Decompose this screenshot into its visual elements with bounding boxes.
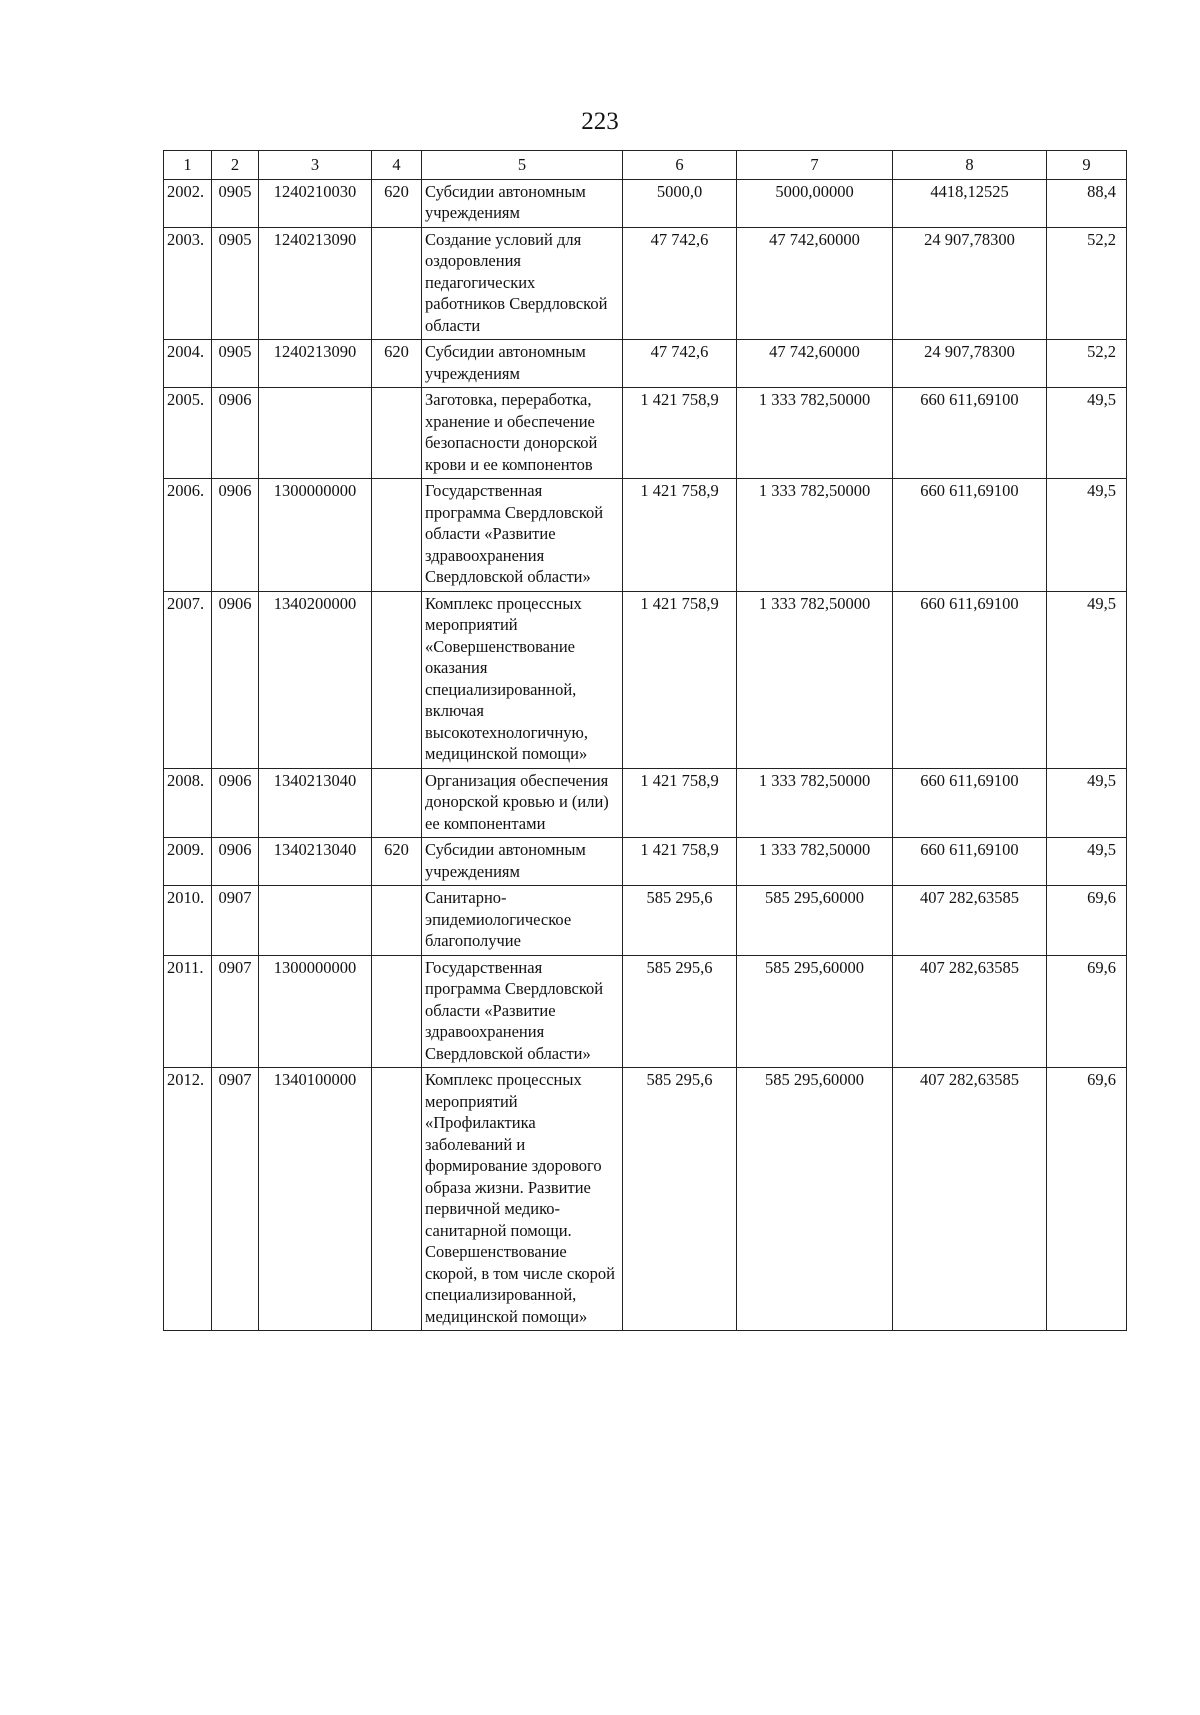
row-number: 2007. [164,591,212,768]
page-number: 223 [581,108,619,135]
item-name: Санитарно-эпидемиологическое благополучие [422,886,623,956]
approved-amount: 47 742,6 [623,227,737,340]
executed-amount: 660 611,69100 [893,838,1047,886]
executed-amount: 660 611,69100 [893,591,1047,768]
revised-amount: 1 333 782,50000 [737,838,893,886]
approved-amount: 1 421 758,9 [623,388,737,479]
target-code: 1240210030 [259,179,372,227]
approved-amount: 585 295,6 [623,886,737,956]
executed-amount: 660 611,69100 [893,479,1047,592]
target-code: 1300000000 [259,955,372,1068]
column-header: 3 [259,151,372,180]
expense-type-code [372,955,422,1068]
execution-percent: 49,5 [1047,838,1127,886]
item-name: Организация обеспечения донорской кровью и (или) ее компонентами [422,768,623,838]
executed-amount: 24 907,78300 [893,227,1047,340]
section-code: 0907 [212,955,259,1068]
target-code [259,388,372,479]
expense-type-code [372,227,422,340]
table-row [164,340,1127,388]
approved-amount: 585 295,6 [623,1068,737,1331]
execution-percent: 69,6 [1047,955,1127,1068]
approved-amount: 5000,0 [623,179,737,227]
execution-percent: 88,4 [1047,179,1127,227]
target-code [259,886,372,956]
target-code: 1240213090 [259,340,372,388]
section-code: 0905 [212,227,259,340]
row-number: 2008. [164,768,212,838]
section-code: 0906 [212,838,259,886]
approved-amount: 47 742,6 [623,340,737,388]
expense-type-code: 620 [372,838,422,886]
approved-amount: 1 421 758,9 [623,838,737,886]
revised-amount: 585 295,60000 [737,1068,893,1331]
row-number: 2003. [164,227,212,340]
expense-type-code: 620 [372,340,422,388]
expense-type-code [372,479,422,592]
revised-amount: 1 333 782,50000 [737,479,893,592]
item-name: Государственная программа Свердловской области «Развитие здравоохранения Свердловской области» [422,479,623,592]
executed-amount: 660 611,69100 [893,388,1047,479]
table-row [164,886,1127,956]
column-header: 7 [737,151,893,180]
revised-amount: 47 742,60000 [737,340,893,388]
row-number: 2005. [164,388,212,479]
execution-percent: 49,5 [1047,768,1127,838]
header-row [164,151,1127,180]
section-code: 0906 [212,479,259,592]
section-code: 0907 [212,1068,259,1331]
target-code: 1240213090 [259,227,372,340]
execution-percent: 49,5 [1047,479,1127,592]
column-header: 1 [164,151,212,180]
target-code: 1340213040 [259,838,372,886]
execution-percent: 49,5 [1047,591,1127,768]
table-row [164,227,1127,340]
executed-amount: 660 611,69100 [893,768,1047,838]
table-row [164,1068,1127,1331]
row-number: 2012. [164,1068,212,1331]
executed-amount: 407 282,63585 [893,886,1047,956]
executed-amount: 407 282,63585 [893,955,1047,1068]
approved-amount: 585 295,6 [623,955,737,1068]
execution-percent: 52,2 [1047,227,1127,340]
section-code: 0907 [212,886,259,956]
section-code: 0905 [212,340,259,388]
row-number: 2011. [164,955,212,1068]
section-code: 0905 [212,179,259,227]
target-code: 1340200000 [259,591,372,768]
item-name: Заготовка, переработка, хранение и обеспечение безопасности донорской крови и ее компонентов [422,388,623,479]
execution-percent: 69,6 [1047,1068,1127,1331]
execution-percent: 69,6 [1047,886,1127,956]
execution-percent: 49,5 [1047,388,1127,479]
table-row [164,388,1127,479]
item-name: Создание условий для оздоровления педагогических работников Свердловской области [422,227,623,340]
item-name: Комплекс процессных мероприятий «Профилактика заболеваний и формирование здорового образа жизни. Развитие первичной медико-санитарной помощи. Совершенствование скорой, в том числе скорой специализированной, медицинской помощи» [422,1068,623,1331]
target-code: 1300000000 [259,479,372,592]
revised-amount: 47 742,60000 [737,227,893,340]
row-number: 2002. [164,179,212,227]
table-row [164,179,1127,227]
approved-amount: 1 421 758,9 [623,479,737,592]
table-row [164,591,1127,768]
revised-amount: 585 295,60000 [737,886,893,956]
table-row [164,768,1127,838]
section-code: 0906 [212,768,259,838]
row-number: 2009. [164,838,212,886]
item-name: Субсидии автономным учреждениям [422,838,623,886]
column-header: 5 [422,151,623,180]
table-body [164,179,1127,1331]
executed-amount: 407 282,63585 [893,1068,1047,1331]
item-name: Государственная программа Свердловской области «Развитие здравоохранения Свердловской области» [422,955,623,1068]
expense-type-code [372,768,422,838]
expense-type-code [372,388,422,479]
expense-type-code [372,591,422,768]
approved-amount: 1 421 758,9 [623,591,737,768]
item-name: Субсидии автономным учреждениям [422,179,623,227]
revised-amount: 5000,00000 [737,179,893,227]
revised-amount: 1 333 782,50000 [737,388,893,479]
column-header: 2 [212,151,259,180]
column-header: 4 [372,151,422,180]
execution-percent: 52,2 [1047,340,1127,388]
table-row [164,838,1127,886]
executed-amount: 4418,12525 [893,179,1047,227]
expense-type-code [372,1068,422,1331]
budget-table [163,150,1127,1331]
expense-type-code [372,886,422,956]
approved-amount: 1 421 758,9 [623,768,737,838]
expense-type-code: 620 [372,179,422,227]
executed-amount: 24 907,78300 [893,340,1047,388]
column-header: 8 [893,151,1047,180]
table-row [164,955,1127,1068]
row-number: 2004. [164,340,212,388]
item-name: Субсидии автономным учреждениям [422,340,623,388]
target-code: 1340213040 [259,768,372,838]
column-header: 9 [1047,151,1127,180]
target-code: 1340100000 [259,1068,372,1331]
row-number: 2006. [164,479,212,592]
table-row [164,479,1127,592]
revised-amount: 585 295,60000 [737,955,893,1068]
section-code: 0906 [212,591,259,768]
row-number: 2010. [164,886,212,956]
section-code: 0906 [212,388,259,479]
column-header: 6 [623,151,737,180]
item-name: Комплекс процессных мероприятий «Совершенствование оказания специализированной, включая высокотехнологичную, медицинской помощи» [422,591,623,768]
revised-amount: 1 333 782,50000 [737,768,893,838]
revised-amount: 1 333 782,50000 [737,591,893,768]
